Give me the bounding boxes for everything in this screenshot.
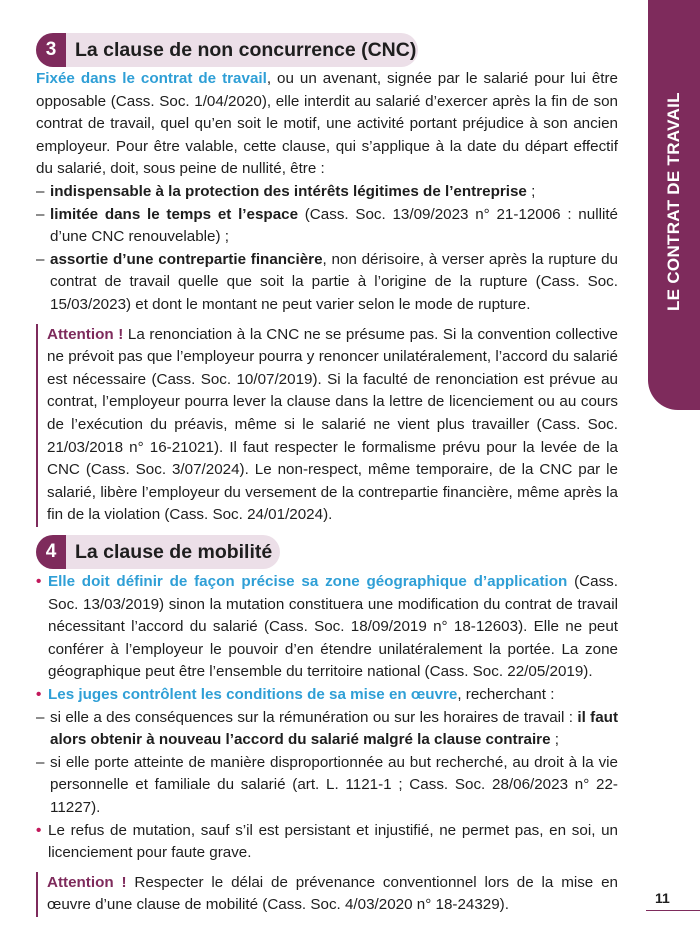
section-3-header [36,33,418,67]
bullet-2-text: , recherchant : [457,685,555,703]
chapter-side-tab [648,0,700,410]
section-3-title: La clause de non concurrence (CNC) [75,38,417,61]
control-criterion: – si elle porte atteinte de manière disproportionnée au but recherché, au droit à la vie personnelle et familiale du salarié (art. L. 1121-1 ; Cass. Soc. 28/06/2023 n° 22-11227). [36,752,618,820]
control-criterion: – si elle a des conséquences sur la rémunération ou sur les horaires de travail : il faut alors obtenir à nouveau l’accord du salarié malgré la clause contraire ; [36,708,619,749]
attention-label: Attention ! [47,873,127,891]
bullet-3-text: Le refus de mutation, sauf s’il est persistant et injustifié, ne permet pas, en soi, un licenciement pour faute grave. [48,821,618,862]
condition-item: – limitée dans le temps et l’espace (Cass. Soc. 13/09/2023 n° 21-12006 : nullité d’une CNC renouvelable) ; [36,205,618,246]
section-3-intro-text: , ou un avenant, signée par le salarié pour lui être opposable (Cass. Soc. 1/04/2020), elle interdit au salarié d’exercer après la fin de son contrat de travail, quel qu’en soit le motif, une activité portant préjudice à son ancien employeur. Pour être valable, cette clause, qui s’applique à la date du départ effectif du salarié, doit, sous peine de nullité, être : [36,70,618,178]
bullet-1-text: (Cass. Soc. 13/03/2019) sinon la mutation constituera une modification du contrat de travail nécessitant l’accord du salarié (Cass. Soc. 18/09/2019 n° 18-12603). Elle ne peut conférer à l’employeur le pouvoir d’en étendre unilatéralement la portée. La zone géographique peut être l’ensemble du territoire national (Cass. Soc. 22/05/2019). [48,573,618,681]
section-3-body [36,68,618,527]
criterion-1-text: si elle a des conséquences sur la rémunération ou sur les horaires de travail : [50,708,578,726]
condition-1-bold: indispensable à la protection des intérêts légitimes de l’entreprise [50,182,527,200]
section-3-intro [36,68,618,181]
condition-3-bold: assortie d’une contrepartie financière [50,250,323,268]
section-3-number: 3 [36,33,66,67]
section-4-number: 4 [36,535,66,569]
page-number: 11 [655,890,670,906]
condition-item: – indispensable à la protection des intérêts légitimes de l’entreprise ; [36,182,536,200]
attention-text: Respecter le délai de prévenance conventionnel lors de la mise en œuvre d’une clause de mobilité (Cass. Soc. 4/03/2020 n° 18-24329). [47,873,618,914]
condition-2-bold: limitée dans le temps et l’espace [50,205,299,223]
criterion-1-end: ; [550,731,559,749]
bullet-1-highlight: Elle doit définir de façon précise sa zone géographique d’application [48,573,568,590]
condition-1-text: ; [526,182,536,200]
condition-2-text: (Cass. Soc. 13/09/2023 n° 21-12006 : nullité d’une CNC renouvelable) ; [50,205,618,246]
section-3-intro-highlight: Fixée dans le contrat de travail [36,70,267,87]
condition-item: – assortie d’une contrepartie financière, non dérisoire, à verser après la rupture du contrat de travail quelle que soit la partie à l’origine de la rupture (Cass. Soc. 15/03/2023) et dont le montant ne peut varier selon le mode de rupture. [36,250,618,313]
section-4-title: La clause de mobilité [75,540,273,563]
attention-text: La renonciation à la CNC ne se présume pas. Si la convention collective ne prévoit pas que l’employeur pourra y renoncer unilatéralement, l’accord du salarié est nécessaire (Cass. Soc. 10/07/2019). Si la faculté de renonciation est prévue au contrat, l’employeur pourra lever la clause dans la lettre de licenciement ou au cours de l’exécution du préavis, même si le salarié ne vient plus travailler (Cass. Soc. 21/03/2018 n° 16-21021). Il faut respecter le formalisme prévu pour la levée de la CNC (Cass. Soc. 3/07/2024). Le non-respect, même temporaire, de la CNC par le salarié, libère l’employeur du versement de la contrepartie financière, même après la fin de la violation (Cass. Soc. 24/01/2024). [47,325,618,524]
attention-label: Attention ! [47,325,124,343]
section-4-attention-box [36,872,618,917]
criterion-1-bold: il faut alors obtenir à nouveau l’accord du salarié malgré la clause contraire [50,708,619,749]
condition-3-text: , non dérisoire, à verser après la rupture du contrat de travail quelle que soit la partie à l’origine de la rupture (Cass. Soc. 15/03/2023) et dont le montant ne peut varier selon le mode de rupture. [50,250,618,313]
section-3-attention-box [36,324,618,527]
bullet-2-highlight: Les juges contrôlent les conditions de sa mise en œuvre [48,685,458,703]
footer-rule [646,910,700,911]
mobility-bullet: • Les juges contrôlent les conditions de sa mise en œuvre, recherchant : [36,685,555,703]
section-4-header [36,535,280,569]
mobility-bullet: • Le refus de mutation, sauf s’il est persistant et injustifié, ne permet pas, en soi, un licenciement pour faute grave. [36,820,618,865]
chapter-side-tab-label: LE CONTRAT DE TRAVAIL [664,92,683,312]
criterion-2-text: si elle porte atteinte de manière disproportionnée au but recherché, au droit à la vie personnelle et familiale du salarié (art. L. 1121-1 ; Cass. Soc. 28/06/2023 n° 22-11227). [50,753,618,816]
section-4-body [36,571,618,917]
mobility-bullet: • Elle doit définir de façon précise sa zone géographique d’application (Cass. Soc. 13/03/2019) sinon la mutation constituera une modification du contrat de travail nécessitant l’accord du salarié (Cass. Soc. 18/09/2019 n° 18-12603). Elle ne peut conférer à l’employeur le pouvoir d’en étendre unilatéralement la portée. La zone géographique peut être l’ensemble du territoire national (Cass. Soc. 22/05/2019). [36,573,618,681]
